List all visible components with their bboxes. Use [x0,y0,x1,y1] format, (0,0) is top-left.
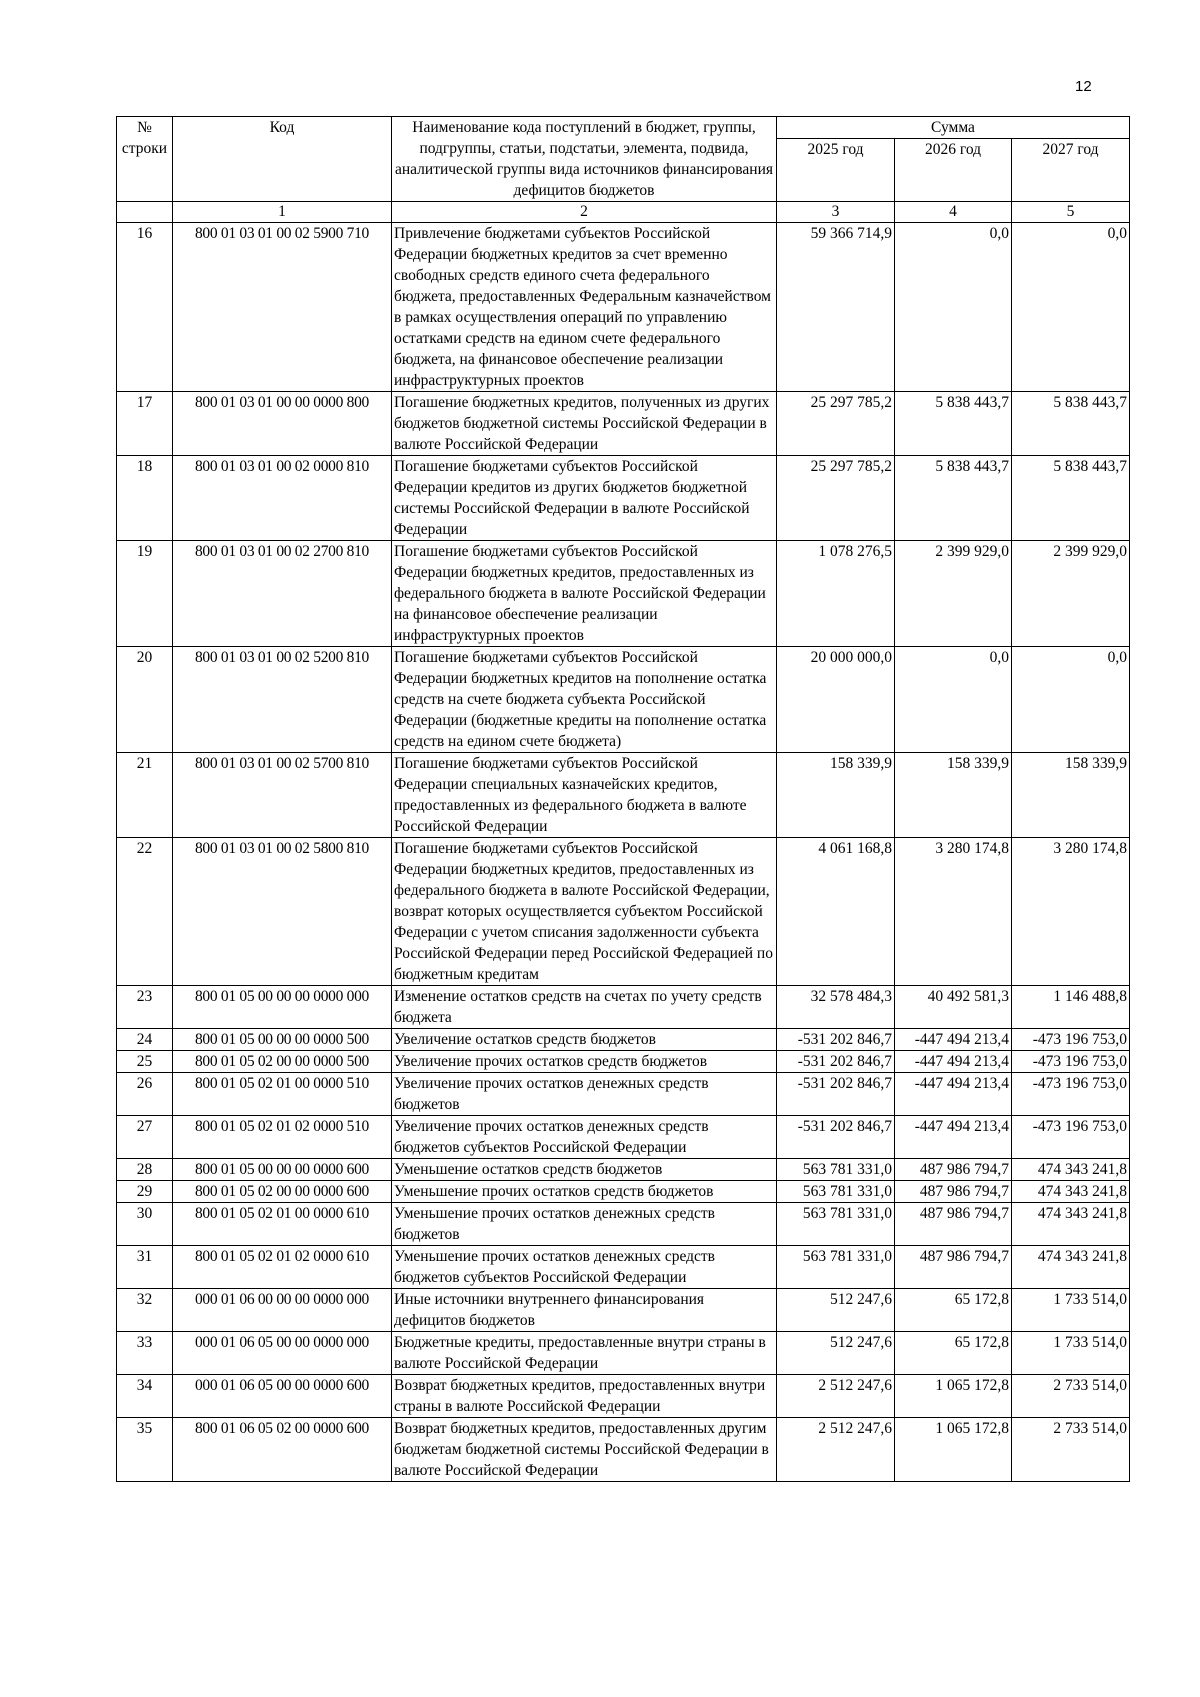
row-code: 800 01 05 02 01 02 0000 510 [173,1116,392,1159]
row-value-2026: 3 280 174,8 [895,838,1012,986]
row-value-2026: -447 494 213,4 [895,1116,1012,1159]
row-value-2026: 2 399 929,0 [895,541,1012,647]
row-code: 000 01 06 05 00 00 0000 600 [173,1375,392,1418]
row-value-2027: 0,0 [1012,223,1130,392]
row-code: 800 01 03 01 00 02 2700 810 [173,541,392,647]
row-value-2027: 2 733 514,0 [1012,1418,1130,1482]
row-value-2027: 3 280 174,8 [1012,838,1130,986]
row-name: Увеличение остатков средств бюджетов [392,1029,777,1051]
row-value-2026: 1 065 172,8 [895,1418,1012,1482]
row-name: Погашение бюджетных кредитов, полученных из других бюджетов бюджетной системы Российской Федерации в валюте Российской Федерации [392,392,777,456]
row-number: 22 [117,838,173,986]
row-value-2025: 4 061 168,8 [777,838,895,986]
table-row [117,838,1130,986]
column-number: 4 [895,202,1012,223]
row-name: Уменьшение прочих остатков средств бюджетов [392,1181,777,1203]
row-value-2027: 474 343 241,8 [1012,1181,1130,1203]
row-name: Увеличение прочих остатков денежных средств бюджетов субъектов Российской Федерации [392,1116,777,1159]
column-number: 3 [777,202,895,223]
table-row [117,1246,1130,1289]
row-number: 26 [117,1073,173,1116]
row-value-2025: -531 202 846,7 [777,1116,895,1159]
table-row [117,647,1130,753]
column-number: 5 [1012,202,1130,223]
row-value-2025: 1 078 276,5 [777,541,895,647]
row-value-2025: 512 247,6 [777,1332,895,1375]
table-row [117,392,1130,456]
row-value-2026: 0,0 [895,647,1012,753]
row-code: 800 01 03 01 00 02 5800 810 [173,838,392,986]
row-code: 800 01 05 00 00 00 0000 000 [173,986,392,1029]
row-name: Возврат бюджетных кредитов, предоставленных внутри страны в валюте Российской Федерации [392,1375,777,1418]
table-body [117,223,1130,1482]
table-row [117,1418,1130,1482]
row-value-2025: 2 512 247,6 [777,1375,895,1418]
table-row [117,753,1130,838]
row-number: 30 [117,1203,173,1246]
row-number: 20 [117,647,173,753]
row-code: 800 01 03 01 00 02 5200 810 [173,647,392,753]
row-value-2026: 5 838 443,7 [895,456,1012,541]
header-sum: Сумма [777,117,1130,139]
row-number: 34 [117,1375,173,1418]
row-number: 25 [117,1051,173,1073]
row-value-2027: -473 196 753,0 [1012,1051,1130,1073]
header-name: Наименование кода поступлений в бюджет, группы, подгруппы, статьи, подстатьи, элемента, подвида, аналитической группы вида источников финансирования дефицитов бюджетов [392,117,777,202]
table-row [117,1289,1130,1332]
row-number: 33 [117,1332,173,1375]
table-row [117,1051,1130,1073]
row-number: 35 [117,1418,173,1482]
table-row [117,223,1130,392]
row-name: Увеличение прочих остатков средств бюджетов [392,1051,777,1073]
row-name: Погашение бюджетами субъектов Российской Федерации бюджетных кредитов, предоставленных из федерального бюджета в валюте Российской Федерации, возврат которых осуществляется субъектом Российской Федерации с учетом списания задолженности субъекта Российской Федерации перед Российской Федерацией по бюджетным кредитам [392,838,777,986]
row-value-2025: 563 781 331,0 [777,1203,895,1246]
table-row [117,541,1130,647]
row-code: 800 01 05 02 01 02 0000 610 [173,1246,392,1289]
table-row [117,1203,1130,1246]
row-value-2026: -447 494 213,4 [895,1073,1012,1116]
row-number: 29 [117,1181,173,1203]
row-value-2026: -447 494 213,4 [895,1051,1012,1073]
row-code: 000 01 06 00 00 00 0000 000 [173,1289,392,1332]
row-name: Возврат бюджетных кредитов, предоставленных другим бюджетам бюджетной системы Российской Федерации в валюте Российской Федерации [392,1418,777,1482]
row-name: Иные источники внутреннего финансирования дефицитов бюджетов [392,1289,777,1332]
budget-sources-table [116,116,1130,1482]
row-value-2027: 474 343 241,8 [1012,1246,1130,1289]
row-name: Уменьшение остатков средств бюджетов [392,1159,777,1181]
row-value-2026: 487 986 794,7 [895,1159,1012,1181]
row-value-2027: 0,0 [1012,647,1130,753]
row-code: 800 01 03 01 00 02 0000 810 [173,456,392,541]
row-value-2027: 2 733 514,0 [1012,1375,1130,1418]
row-number: 21 [117,753,173,838]
header-row-number: № строки [117,117,173,202]
row-value-2026: 487 986 794,7 [895,1181,1012,1203]
row-code: 800 01 03 01 00 00 0000 800 [173,392,392,456]
row-value-2026: 487 986 794,7 [895,1203,1012,1246]
row-number: 32 [117,1289,173,1332]
row-value-2025: 512 247,6 [777,1289,895,1332]
row-value-2026: -447 494 213,4 [895,1029,1012,1051]
table-row [117,1116,1130,1159]
row-value-2027: 474 343 241,8 [1012,1159,1130,1181]
column-number: 2 [392,202,777,223]
row-value-2025: 20 000 000,0 [777,647,895,753]
row-name: Бюджетные кредиты, предоставленные внутри страны в валюте Российской Федерации [392,1332,777,1375]
row-value-2026: 40 492 581,3 [895,986,1012,1029]
row-value-2025: 158 339,9 [777,753,895,838]
column-number [117,202,173,223]
row-name: Погашение бюджетами субъектов Российской Федерации специальных казначейских кредитов, предоставленных из федерального бюджета в валюте Российской Федерации [392,753,777,838]
table-row [117,1375,1130,1418]
row-name: Изменение остатков средств на счетах по учету средств бюджета [392,986,777,1029]
header-code: Код [173,117,392,202]
row-number: 28 [117,1159,173,1181]
row-value-2025: 563 781 331,0 [777,1181,895,1203]
table-row [117,1029,1130,1051]
row-value-2027: 1 146 488,8 [1012,986,1130,1029]
row-name: Погашение бюджетами субъектов Российской Федерации бюджетных кредитов на пополнение остатка средств на счете бюджета субъекта Российской Федерации (бюджетные кредиты на пополнение остатка средств на едином счете бюджета) [392,647,777,753]
table-row [117,1073,1130,1116]
table-row [117,986,1130,1029]
row-value-2027: 1 733 514,0 [1012,1289,1130,1332]
row-number: 16 [117,223,173,392]
table-row [117,1181,1130,1203]
row-value-2026: 158 339,9 [895,753,1012,838]
column-number: 1 [173,202,392,223]
row-code: 800 01 05 02 01 00 0000 610 [173,1203,392,1246]
row-code: 800 01 05 02 00 00 0000 600 [173,1181,392,1203]
header-year-2027: 2027 год [1012,139,1130,202]
row-value-2026: 487 986 794,7 [895,1246,1012,1289]
row-number: 18 [117,456,173,541]
row-value-2025: 59 366 714,9 [777,223,895,392]
row-name: Уменьшение прочих остатков денежных средств бюджетов [392,1203,777,1246]
row-value-2027: -473 196 753,0 [1012,1073,1130,1116]
page-number: 12 [1075,78,1092,95]
row-code: 000 01 06 05 00 00 0000 000 [173,1332,392,1375]
row-value-2025: 563 781 331,0 [777,1159,895,1181]
row-value-2026: 65 172,8 [895,1332,1012,1375]
row-code: 800 01 03 01 00 02 5700 810 [173,753,392,838]
row-number: 24 [117,1029,173,1051]
table-row [117,1159,1130,1181]
row-number: 19 [117,541,173,647]
row-value-2026: 0,0 [895,223,1012,392]
table-row [117,1332,1130,1375]
row-value-2025: 2 512 247,6 [777,1418,895,1482]
row-name: Привлечение бюджетами субъектов Российской Федерации бюджетных кредитов за счет временно свободных средств единого счета федерального бюджета, предоставленных Федеральным казначейством в рамках осуществления операций по управлению остатками средств на едином счете федерального бюджета, на финансовое обеспечение реализации инфраструктурных проектов [392,223,777,392]
row-code: 800 01 06 05 02 00 0000 600 [173,1418,392,1482]
row-number: 27 [117,1116,173,1159]
row-value-2025: 25 297 785,2 [777,392,895,456]
row-value-2025: 32 578 484,3 [777,986,895,1029]
row-number: 31 [117,1246,173,1289]
header-year-2026: 2026 год [895,139,1012,202]
row-value-2027: -473 196 753,0 [1012,1029,1130,1051]
row-value-2027: 5 838 443,7 [1012,392,1130,456]
row-code: 800 01 05 02 01 00 0000 510 [173,1073,392,1116]
row-value-2026: 65 172,8 [895,1289,1012,1332]
row-name: Погашение бюджетами субъектов Российской Федерации бюджетных кредитов, предоставленных из федерального бюджета в валюте Российской Федерации на финансовое обеспечение реализации инфраструктурных проектов [392,541,777,647]
row-number: 23 [117,986,173,1029]
row-value-2025: -531 202 846,7 [777,1073,895,1116]
row-code: 800 01 03 01 00 02 5900 710 [173,223,392,392]
row-code: 800 01 05 00 00 00 0000 600 [173,1159,392,1181]
row-value-2027: 2 399 929,0 [1012,541,1130,647]
row-value-2027: -473 196 753,0 [1012,1116,1130,1159]
row-value-2027: 474 343 241,8 [1012,1203,1130,1246]
row-value-2027: 1 733 514,0 [1012,1332,1130,1375]
row-value-2025: 25 297 785,2 [777,456,895,541]
row-value-2025: -531 202 846,7 [777,1051,895,1073]
row-value-2026: 1 065 172,8 [895,1375,1012,1418]
row-name: Увеличение прочих остатков денежных средств бюджетов [392,1073,777,1116]
row-value-2025: 563 781 331,0 [777,1246,895,1289]
header-year-2025: 2025 год [777,139,895,202]
row-name: Уменьшение прочих остатков денежных средств бюджетов субъектов Российской Федерации [392,1246,777,1289]
table-row [117,456,1130,541]
row-value-2026: 5 838 443,7 [895,392,1012,456]
row-number: 17 [117,392,173,456]
row-code: 800 01 05 02 00 00 0000 500 [173,1051,392,1073]
row-value-2025: -531 202 846,7 [777,1029,895,1051]
row-name: Погашение бюджетами субъектов Российской Федерации кредитов из других бюджетов бюджетной системы Российской Федерации в валюте Российской Федерации [392,456,777,541]
row-value-2027: 5 838 443,7 [1012,456,1130,541]
row-code: 800 01 05 00 00 00 0000 500 [173,1029,392,1051]
row-value-2027: 158 339,9 [1012,753,1130,838]
